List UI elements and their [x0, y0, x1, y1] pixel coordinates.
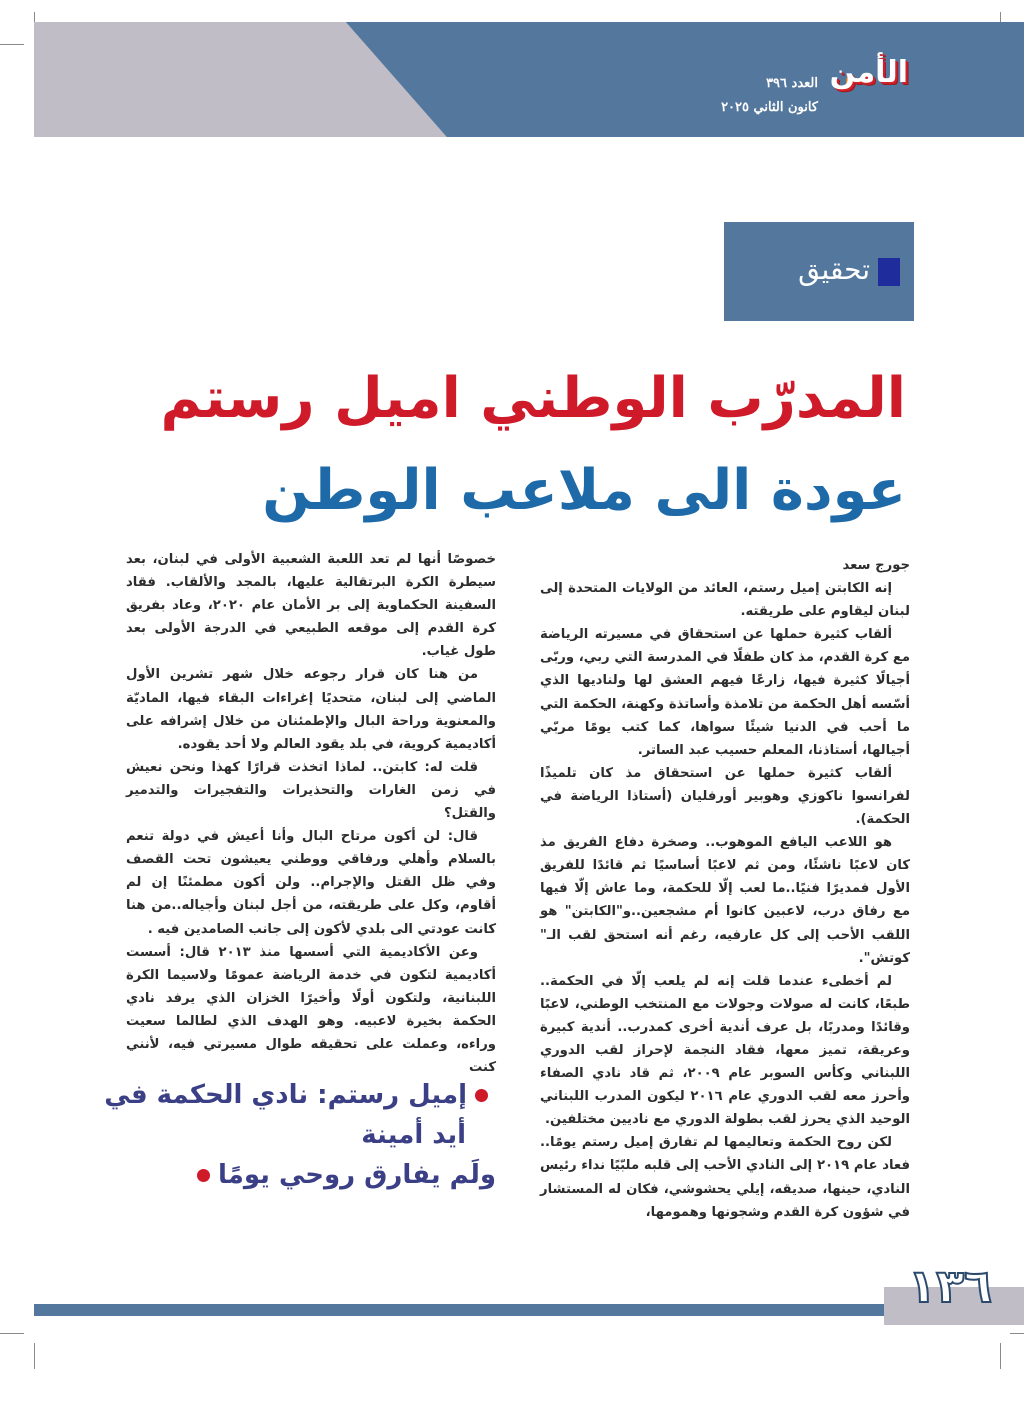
crop-mark	[34, 1343, 35, 1369]
footer-bar	[34, 1304, 884, 1316]
issue-date: كانون الثاني ٢٠٢٥	[721, 100, 818, 115]
pull-quote-text: إميل رستم: نادي الحكمة في	[104, 1080, 467, 1110]
pull-quote-text: أيد أمينة	[361, 1120, 466, 1150]
pull-quote-line	[126, 1115, 496, 1155]
paragraph: هو اللاعب اليافع الموهوب.. وصخرة دفاع الفريق مذ كان لاعبًا ناشئًا، ومن ثم لاعبًا أساسيًا ثم قائدًا للفريق الأول فمديرًا فنيًا..ما لعب إلّا للحكمة، وما عاش إلّا فيها مع رفاق درب، لاعبين كانوا أم مشجعين..و"الكابتن" هو اللقب الأحب إلى كل عارفيه، رغم أنه استحق لقب الـ" كوتش".	[540, 835, 910, 966]
paragraph: من هنا كان قرار رجوعه خلال شهر تشرين الأول الماضي إلى لبنان، متحديًا إغراءات البقاء فيها، الماديّة والمعنوية وراحة البال والإطمئنان من خلال إشرافه على أكاديمية كروية، في بلد يقود العالم ولا أحد يقوده.	[126, 667, 496, 752]
crop-mark	[1000, 1343, 1001, 1369]
square-bullet-icon	[878, 258, 900, 286]
page-number: ١٣٦	[908, 1259, 993, 1313]
paragraph: ألقاب كثيرة حملها عن استحقاق مذ كان تلميذًا لفرانسوا ناكوزي وهوبير أورفليان (أستاذا الرياضة في الحكمة).	[540, 765, 910, 828]
section-label: تحقيق	[798, 253, 870, 286]
paragraph: ألقاب كثيرة حملها عن استحقاق في مسيرته الرياضة مع كرة القدم، مذ كان طفلًا في المدرسة التي ربي، وربّى أجيالًا كثيرة فيها، زارعًا فيهم العشق لها ولناديها الذي أسّسه أهل الحكمة من تلامذة وأساتذة وكهنة، الحكمة التي ما أحب في الدنيا شيئًا سواها، كما كتب يومًا مربّي أجيالها، أستاذنا، المعلم حسيب عبد الساتر.	[540, 627, 910, 758]
pull-quote	[104, 1075, 496, 1195]
issue-info	[721, 72, 818, 120]
paragraph: قلت له: كابتن.. لماذا اتخذت قرارًا كهذا ونحن نعيش في زمن الغارات والتحذيرات والتفجيرات والتدمير والقتل؟	[126, 759, 496, 822]
red-dot-icon	[475, 1089, 488, 1102]
pull-quote-line	[126, 1155, 496, 1195]
article-column-left	[126, 548, 496, 1079]
red-dot-icon	[197, 1169, 210, 1182]
author-byline: جورج سعد	[842, 558, 910, 573]
crop-mark	[1010, 1333, 1024, 1334]
magazine-logo: الأمن	[829, 55, 908, 90]
crop-mark	[0, 44, 24, 45]
pull-quote-text: ولَم يفارق روحي يومًا	[217, 1160, 496, 1190]
paragraph: لم أخطىء عندما قلت إنه لم يلعب إلّا في الحكمة.. طبعًا، كانت له صولات وجولات مع المنتخب الوطني، لاعبًا وقائدًا ومدربًا، بل عرف أندية أخرى كمدرب.. أندية كبيرة وعريقة، تميز معها، فقاد النجمة لإحراز لقب الدوري اللبناني وكأس السوبر عام ٢٠٠٩، ثم قاد نادي الصفاء وأحرز معه لقب الدوري عام ٢٠١٦ ليكون المدرب اللبناني الوحيد الذي يحرز لقب بطولة الدوري مع ناديين مختلفين.	[540, 973, 911, 1128]
paragraph: وعن الأكاديمية التي أسسها منذ ٢٠١٣ قال: أسست أكاديمية لتكون في خدمة الرياضة عمومًا ولاسيما الكرة اللبنانية، ولتكون أولًا وأخيرًا الخزان الذي يرفد نادي الحكمة بخيرة لاعبيه. وهو الهدف الذي لطالما سعيت وراءه، وعملت على تحقيقه طوال مسيرتي فيه، لأنني كنت	[126, 944, 496, 1076]
paragraph: قال: لن أكون مرتاح البال وأنا أعيش في دولة تنعم بالسلام وأهلي ورفاقي ووطني يعيشون تحت القصف وفي ظل القتل والإجرام.. ولن أكون مطمئنًا إن لم أقاوم، وكل على طريقته، من أجل لبنان وأجياله..من هنا كانت عودتي الى بلدي لأكون إلى جانب الصامدين فيه .	[126, 829, 496, 937]
crop-mark	[0, 1333, 24, 1334]
paragraph: إنه الكابتن إميل رستم، العائد من الولايات المتحدة إلى لبنان ليقاوم على طريقته.	[540, 581, 910, 620]
issue-number: العدد ٣٩٦	[766, 76, 818, 91]
article-column-right	[540, 554, 910, 1224]
paragraph: لكن روح الحكمة وتعاليمها لم تفارق إميل رستم يومًا.. فعاد عام ٢٠١٩ إلى النادي الأحب إلى قلبه ملبّيًا نداء رئيس النادي، حينها، صديقه، إيلي يحشوشي، فكان له المستشار في شؤون كرة القدم وشجونها وهمومها،	[540, 1135, 911, 1220]
paragraph: خصوصًا أنها لم تعد اللعبة الشعبية الأولى في لبنان، بعد سيطرة الكرة البرتقالية عليها، بالمجد والألقاب. فقاد السفينة الحكماوية إلى بر الأمان عام ٢٠٢٠، وعاد بفريق كرة القدم إلى موقعه الطبيعي في الدرجة الأولى بعد طول غياب.	[126, 552, 496, 660]
pull-quote-line	[104, 1075, 496, 1115]
section-tag	[724, 222, 914, 321]
article-subtitle: عودة الى ملاعب الوطن	[262, 458, 906, 523]
article-title: المدرّب الوطني اميل رستم	[160, 366, 906, 431]
